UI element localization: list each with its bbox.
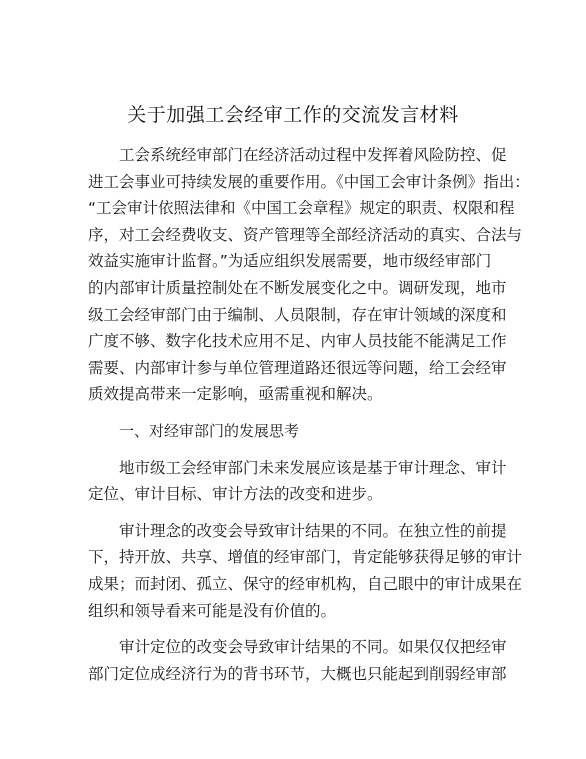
heading-line: 一、对经审部门的发展思考 <box>119 421 300 440</box>
text-line: 质效提高带来一定影响，亟需重视和解决。 <box>88 385 383 404</box>
document-title: 关于加强工会经审工作的交流发言材料 <box>127 104 459 126</box>
text-line: 进工会事业可持续发展的重要作用。《中国工会审计条例》指出： <box>88 172 530 191</box>
text-line: 审计定位的改变会导致审计结果的不同。如果仅仅把经审 <box>119 638 507 657</box>
text-line: 效益实施审计监督。”为适应组织发展需要，地市级经审部门 <box>88 252 492 271</box>
paragraph-gap <box>88 508 508 518</box>
text-line: 需要、内部审计参与单位管理道路还很远等问题，给工会经审 <box>88 358 507 377</box>
text-line: 组织和领导看来可能是没有价值的。 <box>88 601 337 620</box>
text-line: 序，对工会经费收支、资产管理等全部经济活动的真实、合法与 <box>88 225 523 244</box>
paragraph-gap <box>88 408 508 418</box>
text-line: 下，持开放、共享、增值的经审部门，肯定能够获得足够的审计 <box>88 548 523 567</box>
document-body <box>88 142 530 687</box>
text-line: 部门定位成经济行为的背书环节，大概也只能起到削弱经审部 <box>88 664 507 683</box>
paragraph-development <box>88 455 508 508</box>
section-heading <box>88 418 508 445</box>
text-line: 定位、审计目标、审计方法的改变和进步。 <box>88 485 383 504</box>
text-line: “工会审计依照法律和《中国工会章程》规定的职责、权限和程 <box>88 199 515 218</box>
text-line: 广度不够、数字化技术应用不足、内审人员技能不能满足工作 <box>88 332 507 351</box>
text-line: 审计理念的改变会导致审计结果的不同。在独立性的前提 <box>119 521 507 540</box>
text-line: 工会系统经审部门在经济活动过程中发挥着风险防控、促 <box>119 146 507 164</box>
text-line: 的内部审计质量控制处在不断发展变化之中。调研发现，地市 <box>88 278 507 297</box>
paragraph-audit-concept <box>88 518 523 624</box>
text-line: 成果；而封闭、孤立、保守的经审机构，自己眼中的审计成果在 <box>88 574 523 593</box>
text-line: 级工会经审部门由于编制、人员限制，存在审计领域的深度和 <box>88 305 507 324</box>
text-line: 地市级工会经审部门未来发展应该是基于审计理念、审计 <box>119 458 507 477</box>
paragraph-gap <box>88 624 508 634</box>
paragraph-gap <box>88 445 508 455</box>
paragraph-intro <box>88 142 530 408</box>
paragraph-audit-positioning <box>88 634 508 687</box>
